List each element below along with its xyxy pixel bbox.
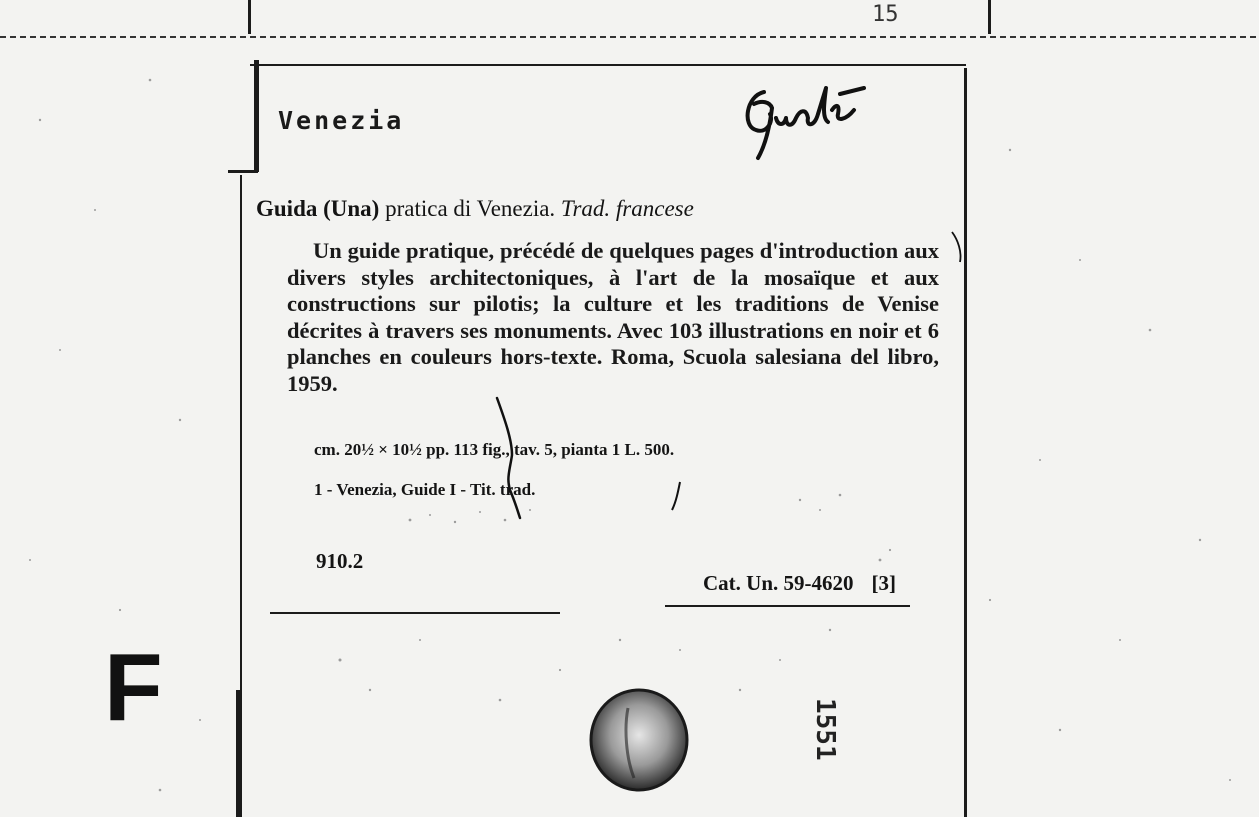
entry-title bbox=[256, 196, 694, 222]
handwritten-signature bbox=[736, 74, 866, 164]
subject-headings: 1 - Venezia, Guide I - Tit. trad. bbox=[314, 480, 536, 499]
margin-letter: F bbox=[104, 634, 163, 741]
heading-bracket-vertical bbox=[254, 60, 259, 172]
separator-rule-left bbox=[270, 612, 560, 614]
top-dashed-rule bbox=[0, 36, 1259, 38]
catalog-number: Cat. Un. 59-4620 bbox=[703, 571, 854, 595]
rotated-side-number: 1551 bbox=[810, 698, 840, 761]
card-right-border bbox=[964, 68, 967, 817]
title-translation: Trad. francese bbox=[560, 196, 694, 221]
top-left-vertical-rule bbox=[248, 0, 251, 34]
card-heading: Venezia bbox=[278, 106, 405, 135]
collation-line: cm. 20½ × 10½ pp. 113 fig., tav. 5, pianta 1 L. 500. bbox=[314, 440, 675, 459]
title-rest: pratica di Venezia. bbox=[385, 196, 556, 221]
top-right-vertical-rule bbox=[988, 0, 991, 34]
description-text: Un guide pratique, précédé de quelques pages d'introduction aux divers styles architectoniques, à l'art de la mosaïque et aux constructions sur pilotis; la culture et les traditions de Venise décrites à travers ses monuments. Avec 103 illustrations en noir et 6 planches en couleurs hors-texte. Roma, Scuola salesiana del libro, 1959. bbox=[287, 238, 939, 396]
classification-number: 910.2 bbox=[316, 549, 364, 573]
heading-bracket-foot bbox=[228, 170, 258, 173]
catalog-number-line bbox=[703, 571, 896, 596]
top-margin-number: 15 bbox=[872, 2, 899, 27]
card-top-border bbox=[250, 64, 966, 66]
entry-description bbox=[287, 238, 939, 397]
bottom-left-thick-rule bbox=[236, 690, 241, 817]
punch-hole-stamp bbox=[588, 688, 690, 792]
title-main: Guida (Una) bbox=[256, 196, 380, 221]
separator-rule-right bbox=[665, 605, 910, 607]
card-count: [3] bbox=[871, 571, 896, 595]
